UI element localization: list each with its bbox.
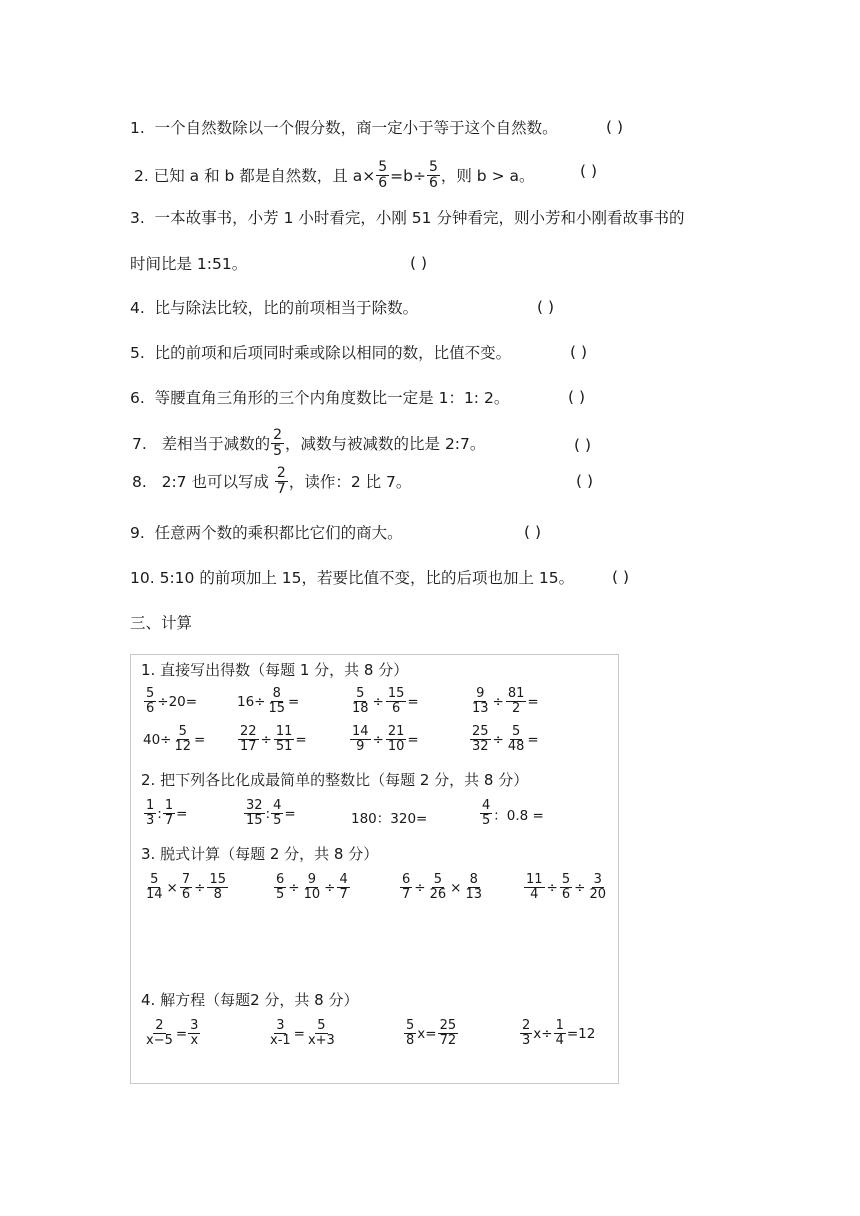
answer-paren-9[interactable]: ( ) (524, 523, 542, 541)
question-3-cont: 时间比是 1:51。 (130, 255, 248, 273)
exercise: 16÷ $\frac{8}{15}$ = (237, 686, 300, 716)
fraction: $\frac{5}{6}$ (428, 159, 438, 191)
answer-paren-8[interactable]: ( ) (576, 472, 594, 490)
exercise: 180：320= (351, 811, 428, 827)
question-5: 5. 比的前项和后项同时乘或除以相同的数，比值不变。 (130, 344, 512, 362)
part1-heading: 1. 直接写出得数（每题 1 分，共 8 分） (141, 661, 409, 679)
question-2: 2. 已知 a 和 b 都是自然数，且 a× $\frac{5}{6}$ =b÷ $\frac{5}{6}$ ，则 b > a。 (134, 159, 535, 191)
answer-paren-10[interactable]: ( ) (612, 568, 630, 586)
question-9: 9. 任意两个数的乘积都比它们的商大。 (130, 524, 403, 542)
question-3: 3. 一本故事书，小芳 1 小时看完，小刚 51 分钟看完，则小芳和小刚看故事书的 (130, 209, 685, 227)
fraction: $\frac{5}{6}$ (378, 159, 388, 191)
exercise: 40÷ $\frac{5}{12}$ = (143, 724, 206, 754)
question-10: 10. 5:10 的前项加上 15，若要比值不变，比的后项也加上 15。 (130, 569, 575, 587)
answer-paren-1[interactable]: ( ) (606, 118, 624, 136)
equation: $\frac{3}{x-1}$ = $\frac{5}{x+3}$ (270, 1018, 335, 1048)
exercise: $\frac{5}{18}$ ÷ $\frac{15}{6}$ = (352, 686, 419, 716)
exercise: 1 3 : $\frac{1}{7}$ = (146, 798, 188, 828)
part4-heading: 4. 解方程（每题2 分，共 8 分） (141, 991, 359, 1009)
equation: 5 8 x= $\frac{25}{72}$ (406, 1018, 457, 1048)
equation: 2 3 x÷ $\frac{1}{4}$ =12 (522, 1018, 596, 1048)
section-title: 三、计算 (130, 614, 193, 632)
exercise: $\frac{25}{32}$ ÷ $\frac{5}{48}$ = (472, 724, 539, 754)
equation: $\frac{2}{x-5}$ = $\frac{3}{x}$ (146, 1018, 199, 1048)
answer-paren-3[interactable]: ( ) (410, 254, 428, 272)
question-4: 4. 比与除法比较，比的前项相当于除数。 (130, 299, 419, 317)
question-1: 1. 一个自然数除以一个假分数，商一定小于等于这个自然数。 (130, 119, 558, 137)
fraction: 2 5 (273, 427, 283, 459)
exercise: $\frac{22}{17}$ ÷ $\frac{11}{51}$ = (240, 724, 307, 754)
exercise: $\frac{9}{13}$ ÷ $\frac{81}{2}$ = (472, 686, 539, 716)
calculation-box (130, 654, 619, 1084)
answer-paren-6[interactable]: ( ) (568, 388, 586, 406)
exercise: $\frac{11}{4}$ ÷ $\frac{5}{6}$ ÷ $\frac{3}{20}$ (526, 872, 606, 902)
exercise: $\frac{5}{6}$ ÷20= (146, 686, 198, 716)
exercise: 4 5 ：0.8 = (482, 798, 544, 828)
part3-heading: 3. 脱式计算（每题 2 分，共 8 分） (141, 845, 379, 863)
fraction: 2 7 (276, 465, 286, 497)
question-8: 8. 2:7 也可以写成 2 7 ，读作：2 比 7。 (132, 465, 412, 497)
exercise: $\frac{6}{7}$ ÷ $\frac{5}{26}$ × $\frac{8}{13}$ (402, 872, 482, 902)
answer-paren-4[interactable]: ( ) (537, 298, 555, 316)
exercise: $\frac{14}{9}$ ÷ $\frac{21}{10}$ = (352, 724, 419, 754)
part2-heading: 2. 把下列各比化成最简单的整数比（每题 2 分，共 8 分） (141, 771, 529, 789)
exercise: 32 15 : $\frac{4}{5}$ = (246, 798, 296, 828)
answer-paren-5[interactable]: ( ) (570, 343, 588, 361)
exercise: $\frac{5}{14}$ × $\frac{7}{6}$ ÷ $\frac{15}{8}$ (146, 872, 226, 902)
answer-paren-7[interactable]: ( ) (574, 436, 592, 454)
question-6: 6. 等腰直角三角形的三个内角度数比一定是 1：1: 2。 (130, 389, 510, 407)
exercise: $\frac{6}{5}$ ÷ $\frac{9}{10}$ ÷ $\frac{4}{7}$ (276, 872, 348, 902)
question-7: 7. 差相当于减数的 2 5 ，减数与被减数的比是 2:7。 (132, 427, 486, 459)
answer-paren-2[interactable]: ( ) (580, 162, 598, 180)
